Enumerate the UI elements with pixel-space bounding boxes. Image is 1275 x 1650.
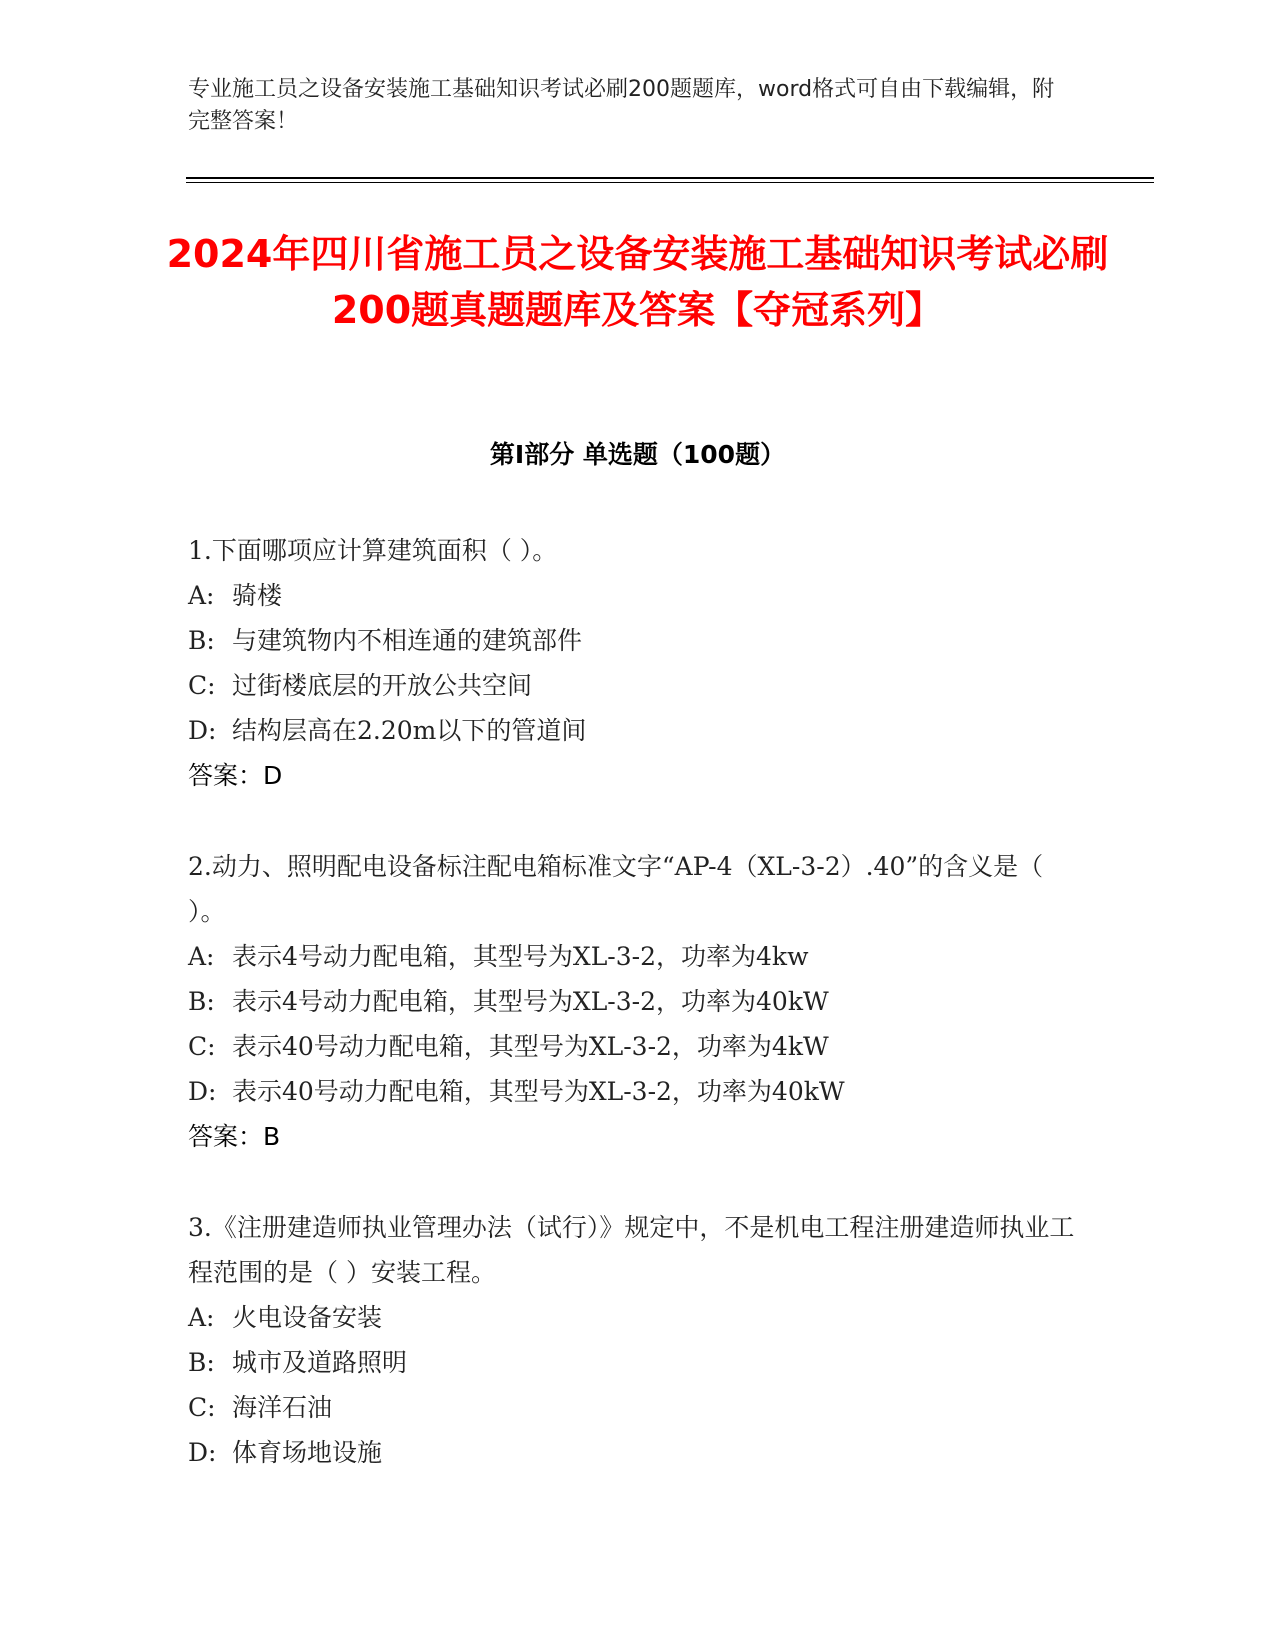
question-text: 3.《注册建造师执业管理办法（试行）》规定中，不是机电工程注册建造师执业工程范围的是（ ）安装工程。: [188, 1213, 1075, 1287]
option-text: 骑楼: [232, 581, 283, 610]
document-title: 2024年四川省施工员之设备安装施工基础知识考试必刷200题真题题库及答案【夺冠系列】: [166, 232, 1109, 332]
option-text: 表示4号动力配电箱，其型号为XL-3-2，功率为4kw: [232, 942, 809, 971]
option-c: [188, 663, 1088, 708]
option-text: 过街楼底层的开放公共空间: [232, 671, 533, 700]
option-text: 火电设备安装: [232, 1303, 383, 1332]
option-key: D:: [188, 716, 217, 745]
option-a: [188, 934, 1088, 979]
question-text: 1.下面哪项应计算建筑面积（ ）。: [188, 536, 558, 565]
option-text: 城市及道路照明: [232, 1348, 408, 1377]
section-heading: 第I部分 单选题（100题）: [489, 440, 786, 469]
option-key: B:: [188, 1348, 215, 1377]
header-note: 专业施工员之设备安装施工基础知识考试必刷200题题库，word格式可自由下载编辑，附完整答案！: [188, 77, 1055, 134]
option-list: [188, 934, 1088, 1114]
option-key: A:: [188, 581, 215, 610]
answer-value: D: [263, 761, 283, 790]
option-text: 表示4号动力配电箱，其型号为XL-3-2，功率为40kW: [232, 987, 829, 1016]
option-d: [188, 1430, 1088, 1475]
option-text: 结构层高在2.20m以下的管道间: [232, 716, 587, 745]
answer-line: [188, 753, 1088, 798]
option-key: D:: [188, 1077, 217, 1106]
option-c: [188, 1024, 1088, 1069]
option-key: C:: [188, 1393, 216, 1422]
option-b: [188, 618, 1088, 663]
option-a: [188, 573, 1088, 618]
question-text: 2.动力、照明配电设备标注配电箱标准文字“AP-4（XL-3-2）.40”的含义是（ ）。: [188, 852, 1044, 926]
question-1: [188, 528, 1088, 798]
option-key: B:: [188, 626, 215, 655]
option-list: [188, 1295, 1088, 1475]
answer-line: [188, 1114, 1088, 1159]
question-list: [188, 528, 1088, 1521]
option-text: 体育场地设施: [232, 1438, 383, 1467]
option-b: [188, 979, 1088, 1024]
header-rule-thin: [186, 182, 1154, 183]
option-key: D:: [188, 1438, 217, 1467]
option-text: 表示40号动力配电箱，其型号为XL-3-2，功率为4kW: [232, 1032, 829, 1061]
option-b: [188, 1340, 1088, 1385]
option-key: A:: [188, 942, 215, 971]
answer-label: 答案：: [188, 1122, 264, 1151]
option-list: [188, 573, 1088, 753]
answer-label: 答案：: [188, 761, 264, 790]
option-key: A:: [188, 1303, 215, 1332]
option-key: B:: [188, 987, 215, 1016]
option-text: 与建筑物内不相连通的建筑部件: [232, 626, 583, 655]
option-key: C:: [188, 1032, 216, 1061]
header-rule-thick: [186, 177, 1154, 179]
answer-value: B: [263, 1122, 281, 1151]
option-d: [188, 1069, 1088, 1114]
option-text: 海洋石油: [232, 1393, 333, 1422]
option-text: 表示40号动力配电箱，其型号为XL-3-2，功率为40kW: [232, 1077, 845, 1106]
question-2: [188, 844, 1088, 1159]
option-key: C:: [188, 671, 216, 700]
question-3: [188, 1205, 1088, 1475]
option-d: [188, 708, 1088, 753]
option-c: [188, 1385, 1088, 1430]
option-a: [188, 1295, 1088, 1340]
